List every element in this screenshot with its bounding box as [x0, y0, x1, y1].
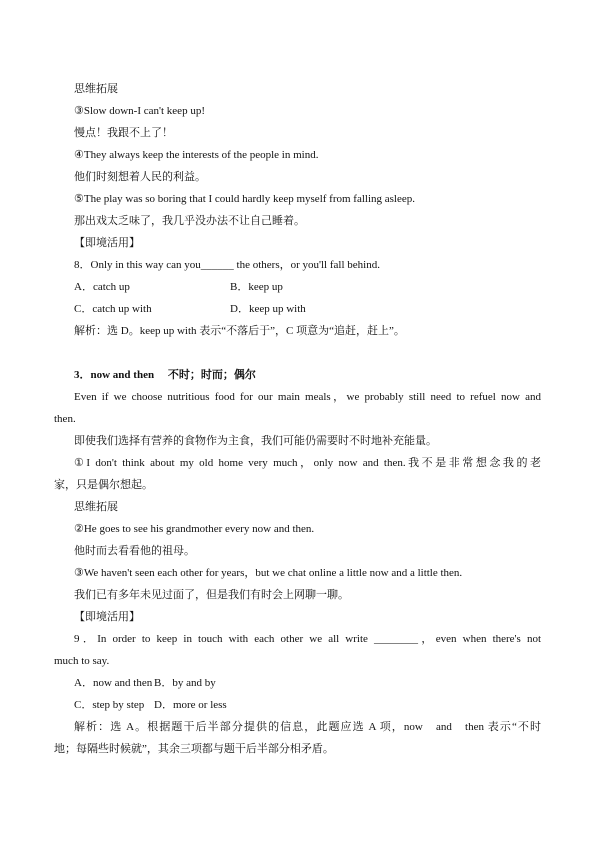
example-translation: 他们时刻想着人民的利益。 [74, 171, 206, 183]
question-9-options-row1 [54, 672, 541, 694]
example-sentence: ③Slow down-I can't keep up! [74, 105, 205, 117]
example-sentence: ⑤The play was so boring that I could hardly keep myself from falling asleep. [74, 193, 415, 205]
option-c: C．step by step [74, 699, 145, 711]
section-heading: 思维拓展 [74, 501, 118, 513]
option-a: A．now and then [74, 677, 153, 689]
option-d: D．keep up with [230, 303, 306, 315]
example-sentence: ④They always keep the interests of the people in mind. [74, 149, 319, 161]
question-9: 9．In order to keep in touch with each other we all write ________，even when there's not [74, 633, 541, 645]
question-9-options-row2 [54, 694, 541, 716]
example-sentence: ①I don't think about my old home very much，only now and then.我不是非常想念我的老 [74, 457, 541, 469]
practice-heading: 【即境活用】 [74, 611, 140, 623]
question-8-options-row1 [54, 276, 541, 298]
example-translation: 慢点！我跟不上了！ [74, 127, 173, 139]
option-b: B．by and by [154, 677, 216, 689]
example-translation: 我们已有多年未见过面了，但是我们有时会上网聊一聊。 [74, 589, 349, 601]
example-translation: 那出戏太乏味了，我几乎没办法不让自己睡着。 [74, 215, 305, 227]
example-sentence-cont: 家，只是偶尔想起。 [54, 479, 153, 491]
section-title: 3．now and then 不时；时而；偶尔 [74, 369, 256, 381]
question-8-options-row2 [54, 298, 541, 320]
example-sentence-cont: then. [54, 413, 76, 425]
question-8: 8．Only in this way can you______ the others，or you'll fall behind. [74, 259, 380, 271]
option-d: D．more or less [154, 699, 227, 711]
spacer [54, 342, 541, 364]
example-sentence: Even if we choose nutritious food for our main meals，we probably still need to refuel now and [74, 391, 541, 403]
answer-explanation-cont: 地；每隔些时候就”，其余三项都与题干后半部分相矛盾。 [54, 743, 334, 755]
example-sentence: ②He goes to see his grandmother every now and then. [74, 523, 315, 535]
practice-heading: 【即境活用】 [74, 237, 140, 249]
option-a: A．catch up [74, 281, 130, 293]
example-translation: 即使我们选择有营养的食物作为主食，我们可能仍需要时不时地补充能量。 [74, 435, 437, 447]
option-c: C．catch up with [74, 303, 152, 315]
answer-explanation: 解析：选 A。根据题干后半部分提供的信息，此题应选 A 项，now and then 表示“不时 [74, 721, 541, 733]
example-translation: 他时而去看看他的祖母。 [74, 545, 195, 557]
example-sentence: ③We haven't seen each other for years，but we chat online a little now and a little then. [74, 567, 463, 579]
answer-explanation: 解析：选 D。keep up with 表示“不落后于”，C 项意为“追赶，赶上”。 [74, 325, 405, 337]
option-b: B．keep up [230, 281, 283, 293]
section-heading: 思维拓展 [74, 83, 118, 95]
question-9-cont: much to say. [54, 655, 110, 667]
